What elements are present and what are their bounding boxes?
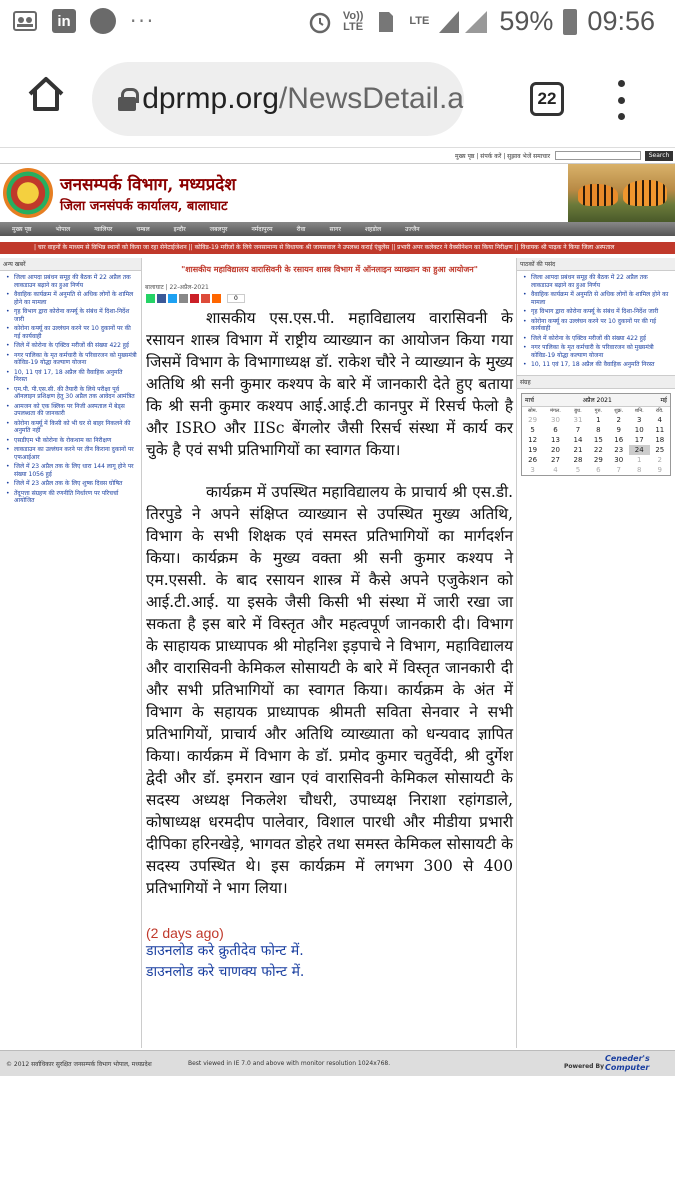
pinterest-share-icon[interactable] xyxy=(190,294,199,303)
calendar-day[interactable]: 19 xyxy=(528,445,538,454)
article-meta: बालाघाट | 22-अप्रैल-2021 xyxy=(145,284,209,291)
nav-item[interactable]: शहडोल xyxy=(364,226,382,233)
nav-item[interactable]: इन्दौर xyxy=(173,226,186,233)
calendar-day[interactable]: 24 xyxy=(629,445,650,455)
more-share-icon[interactable] xyxy=(212,294,221,303)
calendar-day[interactable]: 2 xyxy=(616,415,621,424)
calendar-day[interactable]: 26 xyxy=(528,455,538,464)
archive-calendar xyxy=(521,393,671,476)
copyright: © 2012 सर्वाधिकार सुरक्षित जनसम्पर्क विभाग भोपाल, मध्यप्रदेश xyxy=(6,1061,152,1068)
calendar-day[interactable]: 27 xyxy=(551,455,560,464)
calendar-day[interactable]: 20 xyxy=(551,445,560,454)
calendar-day[interactable]: 1 xyxy=(636,455,642,464)
calendar-weekday: सोम. xyxy=(527,407,538,414)
whatsapp-icon xyxy=(90,8,116,34)
battery-icon xyxy=(563,9,577,35)
news-link[interactable]: • तेंदूपत्ता संग्रहण की रणनीति निर्धारण पर परिचर्चा आयोजित xyxy=(14,490,137,505)
address-bar[interactable] xyxy=(92,62,464,136)
archive-heading: संग्रह xyxy=(517,375,675,389)
lte-indicator: LTE xyxy=(409,15,430,27)
calendar-day[interactable]: 31 xyxy=(573,415,583,424)
volte-indicator: Vo)) LTE xyxy=(342,9,364,33)
news-link[interactable]: • जिला आपदा प्रबंधन समूह की बैठक में 22 अप्रैल तक लाकडाउन बढ़ाने का हुआ निर्णय xyxy=(531,274,671,289)
nav-item[interactable]: मुख्य पृष्ठ xyxy=(12,226,32,233)
nav-item[interactable]: नर्मदापुरम xyxy=(251,226,273,233)
calendar-day[interactable]: 25 xyxy=(655,445,665,454)
twitter-share-icon[interactable] xyxy=(168,294,177,303)
news-link[interactable]: • वैवाहिक कार्यक्रम में अनुमति से अधिक लोगों के शामिल होने का मामला xyxy=(531,291,671,306)
nav-item[interactable]: रीवा xyxy=(296,226,306,233)
calendar-day[interactable]: 1 xyxy=(596,415,601,424)
calendar-weekday: रवि. xyxy=(655,407,664,414)
nav-item[interactable]: ग्वालियर xyxy=(94,226,113,233)
calendar-day[interactable]: 11 xyxy=(655,425,665,434)
site-search-input[interactable] xyxy=(555,151,641,160)
calendar-day[interactable]: 8 xyxy=(596,425,601,434)
browser-menu-icon[interactable] xyxy=(614,80,628,120)
article-title: "शासकीय महाविद्यालय वारासिवनी के रसायन शास्त्र विभाग में ऑनलाइन व्याख्यान का हुआ आयोजन" xyxy=(181,265,478,274)
site-header xyxy=(0,164,675,222)
calendar-day[interactable]: 12 xyxy=(528,435,538,444)
battery-percent: 59% xyxy=(499,6,554,36)
other-news-list xyxy=(0,271,141,505)
news-link[interactable]: • जिले में कोरोना के एक्टिव मरीजों की संख्या 422 हुई xyxy=(531,335,671,343)
calendar-day[interactable]: 9 xyxy=(616,425,621,434)
news-link[interactable]: • नगर पालिका के मृत कर्मचारी के परिवारजन को मुख्यमंत्री कोविड-19 योद्धा कल्याण योजना xyxy=(14,352,137,367)
calendar-month-title: अप्रैल 2021 xyxy=(582,396,612,404)
other-news-column xyxy=(0,258,142,1048)
calendar-day[interactable]: 30 xyxy=(551,415,560,424)
news-link[interactable]: • 10, 11 एवं 17, 18 अप्रैल की वैवाहिक अनुमति निरस्त xyxy=(531,361,671,369)
lock-icon xyxy=(118,88,122,110)
calendar-weekday: बुध. xyxy=(574,407,582,414)
other-news-heading: अन्य खबरें xyxy=(0,258,141,271)
download-krutidev-link[interactable]: डाउनलोड करे क्रुतीदेव फोन्ट में. xyxy=(146,943,304,959)
calendar-day[interactable]: 5 xyxy=(530,425,535,434)
top-links[interactable]: मुख्य पृष्ठ | संपर्क करें | सुझाव भेजें समाचार xyxy=(455,153,551,160)
download-chanakya-link[interactable]: डाउनलोड करे चाणक्य फोन्ट में. xyxy=(146,964,305,980)
news-link[interactable]: • एम.पी. पी.एस.सी. की तैयारी के लिये परीक्षा पूर्व ऑनलाइन प्रशिक्षण हेतु 30 अप्रैल तक आवेदन आमंत्रित xyxy=(14,386,137,401)
site-title: जनसम्पर्क विभाग, मध्यप्रदेश xyxy=(60,175,236,195)
powered-by-label: Powered By xyxy=(564,1063,605,1070)
news-link[interactable]: • आमजन को एक क्लिक पर निजी अस्पताल में बेड्स उपलब्धता की जानकारी xyxy=(14,403,137,418)
calendar-day[interactable]: 8 xyxy=(636,465,642,474)
calendar-day[interactable]: 18 xyxy=(655,435,665,444)
whatsapp-share-icon[interactable] xyxy=(146,294,155,303)
best-viewed-note: Best viewed in IE 7.0 and above with monitor resolution 1024x768. xyxy=(188,1060,391,1067)
calendar-weekday: गुरु. xyxy=(594,407,603,414)
tiger-banner-image xyxy=(568,164,675,222)
site-subtitle: जिला जनसंपर्क कार्यालय, बालाघाट xyxy=(60,199,228,214)
developer-logo[interactable]: Ceneder's Computer xyxy=(605,1054,650,1072)
signal-icon xyxy=(439,11,489,33)
nav-item[interactable]: उज्जैन xyxy=(405,226,420,233)
calendar-day[interactable]: 14 xyxy=(573,435,583,444)
calendar-day[interactable]: 17 xyxy=(634,435,644,444)
news-link[interactable]: • गृह विभाग द्वारा कोरोना कर्फ्यू के संबंध में दिशा-निर्देश जारी xyxy=(14,308,137,323)
calendar-next-month[interactable]: मई xyxy=(660,396,667,404)
news-ticker[interactable]: | चार वाहनों के माध्यम से विभिन्न स्थानों को किया जा रहा सेनेटाईजेशन || कोविड-19 मरीजों के लिये जनसामान्य से विधायक श्री जायसवाल ने उपलब्ध कराई एंबुलेंस || प्रभारी अपर कलेक्टर ने वैक्सीनेशन का किया निरीक्षण || विधायक श्री पाढ़क ने किया जिला अस्पताल xyxy=(0,242,675,254)
calendar-day[interactable]: 3 xyxy=(636,415,642,424)
linkedin-icon: in xyxy=(52,9,76,33)
calendar-day[interactable]: 23 xyxy=(614,445,624,454)
facebook-share-icon[interactable] xyxy=(157,294,166,303)
calendar-day[interactable]: 9 xyxy=(657,465,663,474)
calendar-day[interactable]: 2 xyxy=(657,455,663,464)
share-count: 0 xyxy=(227,294,245,303)
share-bar xyxy=(146,294,516,303)
nav-item[interactable]: सागर xyxy=(329,226,341,233)
nav-item[interactable]: चम्बल xyxy=(136,226,150,233)
email-share-icon[interactable] xyxy=(179,294,188,303)
calendar-day[interactable]: 7 xyxy=(616,465,621,474)
article-paragraph: कार्यक्रम में उपस्थित महाविद्यालय के प्राचार्य श्री एस.डी. तिरपुडे ने अपने संक्षिप्त व्याख्यान से उपस्थित मुख्य अतिथि, विभाग के सभी शिक्षक एवं समस्त प्रतिभागियों का मार्गदर्शन किया। कार्यक्रम के मुख्य वक्ता श्री सनी कुमार कश्यप ने एम.एससी. के बाद रसायन शास्त्र में कैसे अपने एजुकेशन को आई.टी.आई. या इसके जैसी किसी भी संस्था में जारी रखा जा सकता है इस बारे में विस्तृत और महत्वपूर्ण जानकारी दी। विभाग के साहायक प्राध्यापक श्री मोहनिश इड़पाचे ने विभाग, महाविद्यालय और वारासिवनी केमिकल सोसायटी के बारे में विस्तृत जानकारी दी और सभी प्रतिभागियों का स्वागत किया। कार्यक्रम के अंत में विभाग के सहायक प्राध्यापक श्रीमती सविता सेनवार ने सभी प्रतिभागियों, प्राचार्य और अतिथि व्याख्याता को धन्यवाद ज्ञापित किया। कार्यक्रम में विभाग के डॉ. प्रमोद कुमार चतुर्वेदी, श्री दुर्गेश द्वेदी और डॉ. इमरान खान एवं वारासिवनी केमिकल सोसायटी के सदस्य अध्यक्ष निकलेश चौधरी, उपाध्यक्ष निराशा रहांगडाले, कोषाध्यक्ष धरमदीप पालेवार, विशाल पारधी और मीडीया प्रभारी दीपिका हरिनखेड़े, भागवत डोहरे तथा समस्त केमिकल सोसायटी के सदस्य उपस्थित थे। इस कार्यक्रम में लगभग 300 से 400 प्रतिभागियों ने भाग लिया। xyxy=(146,483,513,897)
calendar-day[interactable]: 30 xyxy=(614,455,624,464)
googleplus-share-icon[interactable] xyxy=(201,294,210,303)
mp-govt-logo xyxy=(3,168,53,218)
calendar-day[interactable]: 29 xyxy=(528,415,538,424)
news-link[interactable]: • जिला आपदा प्रबंधन समूह की बैठक में 22 अप्रैल तक लाकडाउन बढ़ाने का हुआ निर्णय xyxy=(14,274,137,289)
calendar-day[interactable]: 21 xyxy=(573,445,583,454)
calendar-day[interactable]: 29 xyxy=(593,455,603,464)
calendar-day[interactable]: 7 xyxy=(575,425,581,434)
sim-icon xyxy=(373,9,399,35)
calendar-weekday: शनि. xyxy=(634,407,644,414)
alarm-icon xyxy=(307,9,333,35)
web-page xyxy=(0,148,675,1078)
more-notifications-icon: ··· xyxy=(130,9,156,33)
tab-switcher-button[interactable]: 22 xyxy=(530,82,564,116)
site-search-button[interactable]: Search xyxy=(645,151,673,161)
news-link[interactable]: • लाकडाउन का उल्लंघन करने पर तीन किराना दुकानों पर एफआईआर xyxy=(14,446,137,461)
calendar-day[interactable]: 15 xyxy=(593,435,603,444)
home-icon[interactable] xyxy=(26,74,66,114)
calendar-day[interactable]: 4 xyxy=(553,465,558,474)
nav-item[interactable]: जबलपुर xyxy=(209,226,228,233)
calendar-day[interactable]: 5 xyxy=(575,465,581,474)
contacts-notification-icon xyxy=(12,8,38,34)
calendar-day[interactable]: 10 xyxy=(634,425,644,434)
browser-toolbar xyxy=(0,48,675,148)
readers-choice-column xyxy=(516,258,675,1048)
calendar-day[interactable]: 28 xyxy=(573,455,583,464)
news-link[interactable]: • 10, 11 एवं 17, 18 अप्रैल की वैवाहिक अनुमति निरस्त xyxy=(14,369,137,384)
calendar-day[interactable]: 16 xyxy=(614,435,624,444)
news-link[interactable]: • कोरोना कर्फ्यू में किसी को भी घर से बाहर निकलने की अनुमति नहीं xyxy=(14,420,137,435)
calendar-day[interactable]: 22 xyxy=(593,445,603,454)
url-text[interactable]: dprmp.org/NewsDetail.a xyxy=(142,82,464,115)
news-link[interactable]: • कोरोना कर्फ्यू का उल्लंघन करने पर 10 दुकानों पर की गई कार्यवाही xyxy=(14,325,137,340)
posted-ago: (2 days ago) xyxy=(146,925,224,941)
status-bar xyxy=(0,0,675,48)
calendar-day[interactable]: 3 xyxy=(530,465,535,474)
calendar-weekday: शुक्र. xyxy=(614,407,624,414)
top-links-bar xyxy=(0,148,675,164)
site-footer xyxy=(0,1050,675,1076)
calendar-prev-month[interactable]: मार्च xyxy=(525,396,534,404)
article xyxy=(143,258,516,1048)
news-link[interactable]: • जिले में 23 अप्रैल तक के लिए धारा 144 लागू होने पर संख्या 1056 हुई xyxy=(14,463,137,478)
calendar-day[interactable]: 13 xyxy=(551,435,560,444)
news-link[interactable]: • वैवाहिक कार्यक्रम में अनुमति से अधिक लोगों के शामिल होने का मामला xyxy=(14,291,137,306)
main-nav xyxy=(0,222,675,236)
readers-choice-heading: पाठकों की पसंद xyxy=(517,258,675,271)
news-link[interactable]: • जिले में कोरोना के एक्टिव मरीजों की संख्या 422 हुई xyxy=(14,342,137,350)
news-link[interactable]: • कोरोना कर्फ्यू का उल्लंघन करने पर 10 दुकानों पर की गई कार्यवाही xyxy=(531,318,671,333)
news-link[interactable]: • नगर पालिका के मृत कर्मचारी के परिवारजन को मुख्यमंत्री कोविड-19 योद्धा कल्याण योजना xyxy=(531,344,671,359)
calendar-day[interactable]: 6 xyxy=(553,425,558,434)
news-link[interactable]: • एसडीएम भी कोरोना के रोकथाम का निरीक्षण xyxy=(14,437,137,445)
clock: 09:56 xyxy=(587,6,655,36)
nav-item[interactable]: भोपाल xyxy=(55,226,71,233)
calendar-weekday: मंगल. xyxy=(550,407,561,414)
article-body xyxy=(143,303,516,899)
calendar-day[interactable]: 4 xyxy=(657,415,663,424)
readers-choice-list xyxy=(517,271,675,369)
calendar-day[interactable]: 6 xyxy=(596,465,601,474)
article-paragraph: शासकीय एस.एस.पी. महाविद्यालय वारासिवनी के रसायन शास्त्र विभाग में राष्ट्रीय व्याख्यान का आयोजन किया गया जिसमें विभाग के विभागाध्यक्ष डॉ. राकेश चौरे ने व्याख्यान के मुख्य अतिथि श्री सनी कुमार कश्यप के बारे में जानकारी देते हुए बताया कि श्री सनी कुमार कश्यप आई.आई.टी कानपुर में रिसर्च फेलो है और ISRO और IISc बेंगलोर जैसी रिसर्च संस्था में कार्य कर चुके है एवं सभी प्रतिभागियों का स्वागत किया। xyxy=(146,309,513,459)
news-link[interactable]: • गृह विभाग द्वारा कोरोना कर्फ्यू के संबंध में दिशा-निर्देश जारी xyxy=(531,308,671,316)
news-link[interactable]: • जिले में 23 अप्रैल तक के लिए शुष्क दिवस घोषित xyxy=(14,480,137,488)
